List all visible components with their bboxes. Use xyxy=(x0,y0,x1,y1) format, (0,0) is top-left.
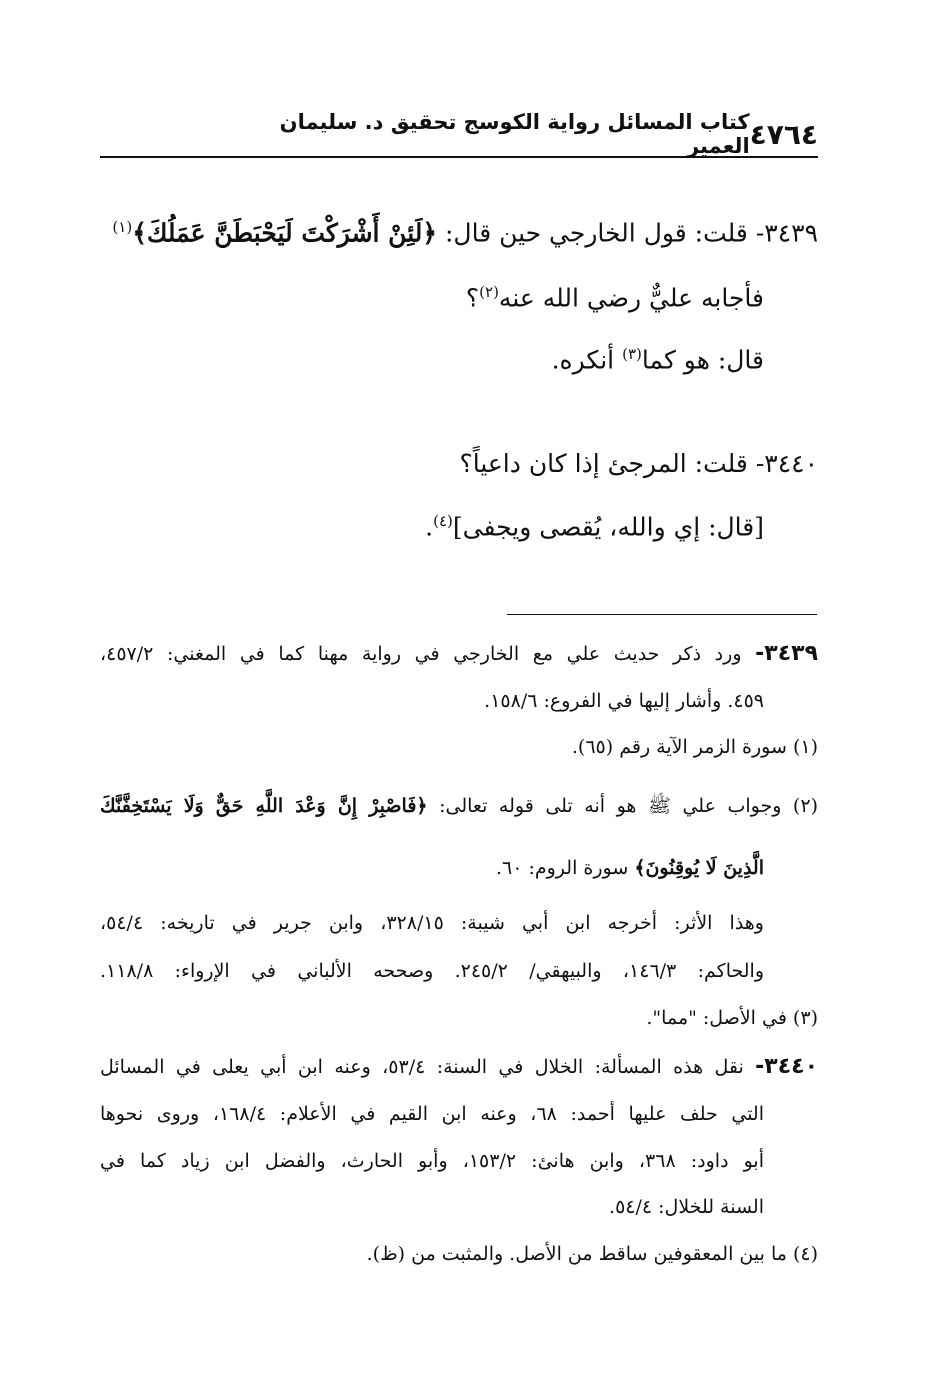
footnote-text: ورد ذكر حديث علي مع الخارجي في رواية مهنا كما في المغني: ٤٥٧/٢، xyxy=(100,643,742,665)
question-number: ٣٤٣٩- xyxy=(755,218,818,248)
book-title: كتاب المسائل رواية الكوسج تحقيق د. سليمان العمير xyxy=(279,110,750,158)
footnote-ref: (٢) xyxy=(479,283,499,301)
question-text: قلت: المرجئ إذا كان داعياً؟ xyxy=(459,449,748,478)
question-number: ٣٤٤٠- xyxy=(755,449,818,478)
footnote-1 xyxy=(572,736,818,758)
footnote-3440-line1 xyxy=(100,1054,818,1079)
footnote-ref: (١) xyxy=(112,218,133,236)
quran-quote: ﴿فَاصْبِرْ إِنَّ وَعْدَ اللَّهِ حَقٌّ وَلَا يَسْتَخِفَّنَّكَ xyxy=(100,795,428,817)
answer-text: فأجابه عليٌّ رضي الله عنه xyxy=(498,283,764,313)
page-number: ٤٧٦٤ xyxy=(749,117,818,151)
footnote-ref: (٣) xyxy=(622,345,642,363)
question-3440-line1 xyxy=(459,449,818,478)
running-header xyxy=(100,112,818,158)
footnote-3440-line4 xyxy=(609,1196,764,1218)
footnote-number: ٣٤٤٠- xyxy=(755,1054,819,1079)
footnote-text: سورة الروم: ٦٠. xyxy=(495,857,629,879)
footnote-text: وهذا الأثر: أخرجه ابن أبي شيبة: ٣٢٨/١٥، وابن جرير في تاريخه: ٥٤/٤، xyxy=(100,912,764,934)
footnote-3 xyxy=(646,1007,818,1029)
footnote-text: (٣) في الأصل: "مما". xyxy=(646,1007,818,1029)
footnote-text: ٤٥٩. وأشار إليها في الفروع: ١٥٨/٦. xyxy=(484,690,764,712)
footnote-text: (١) سورة الزمر الآية رقم (٦٥). xyxy=(571,736,818,758)
quran-quote: ﴿لَئِنْ أَشْرَكْتَ لَيَحْبَطَنَّ عَمَلُكَ﴾ xyxy=(132,218,438,248)
footnote-2-line1 xyxy=(100,794,818,822)
footnote-text: نقل هذه المسألة: الخلال في السنة: ٥٣/٤، وعنه ابن أبي يعلى في المسائل xyxy=(100,1056,744,1078)
footnote-text: (٢) وجواب علي ﷺ هو أنه تلى قوله تعالى: xyxy=(439,795,818,817)
question-3439-line1 xyxy=(112,218,818,247)
footnote-4 xyxy=(367,1243,818,1265)
footnote-text: (٤) ما بين المعقوفين ساقط من الأصل. والمثبت من (ظ). xyxy=(366,1243,818,1265)
answer-text-end: . xyxy=(425,512,434,542)
answer-text: [قال: إي والله، يُقصى ويجفى] xyxy=(452,512,764,542)
footnote-text: التي حلف عليها أحمد: ٦٨، وعنه ابن القيم في الأعلام: ١٦٨/٤، وروى نحوها xyxy=(100,1103,764,1125)
footnote-text: والحاكم: ١٤٦/٣، والبيهقي/ ٢٤٥/٢. وصححه الألباني في الإرواء: ١١٨/٨. xyxy=(100,960,765,982)
footnote-3440-line3 xyxy=(100,1150,764,1172)
footnote-3439-line2 xyxy=(484,690,764,712)
question-3439-line3 xyxy=(552,345,764,374)
question-3440-line2 xyxy=(425,512,764,541)
footnote-2-line3 xyxy=(100,912,764,934)
footnote-number: ٣٤٣٩- xyxy=(755,641,818,666)
footnote-2-line2 xyxy=(496,857,764,879)
question-text: قلت: قول الخارجي حين قال: xyxy=(444,218,748,248)
question-3439-line2 xyxy=(466,283,764,312)
footnote-text: أبو داود: ٣٦٨، وابن هانئ: ١٥٣/٢، وأبو الحارث، والفضل ابن زياد كما في xyxy=(100,1150,764,1172)
answer-text-end: ؟ xyxy=(465,283,480,313)
footnote-2-line4 xyxy=(100,960,764,982)
footnote-3440-line2 xyxy=(100,1103,764,1125)
footnote-separator xyxy=(507,614,817,615)
quran-quote: الَّذِينَ لَا يُوقِنُونَ﴾ xyxy=(634,857,764,879)
footnote-3439-line1 xyxy=(100,641,818,666)
answer-text: قال: هو كما xyxy=(641,345,764,375)
footnote-ref: (٤) xyxy=(433,512,453,530)
answer-text-end: أنكره. xyxy=(551,345,615,375)
footnote-text: السنة للخلال: ٥٤/٤. xyxy=(609,1196,764,1218)
